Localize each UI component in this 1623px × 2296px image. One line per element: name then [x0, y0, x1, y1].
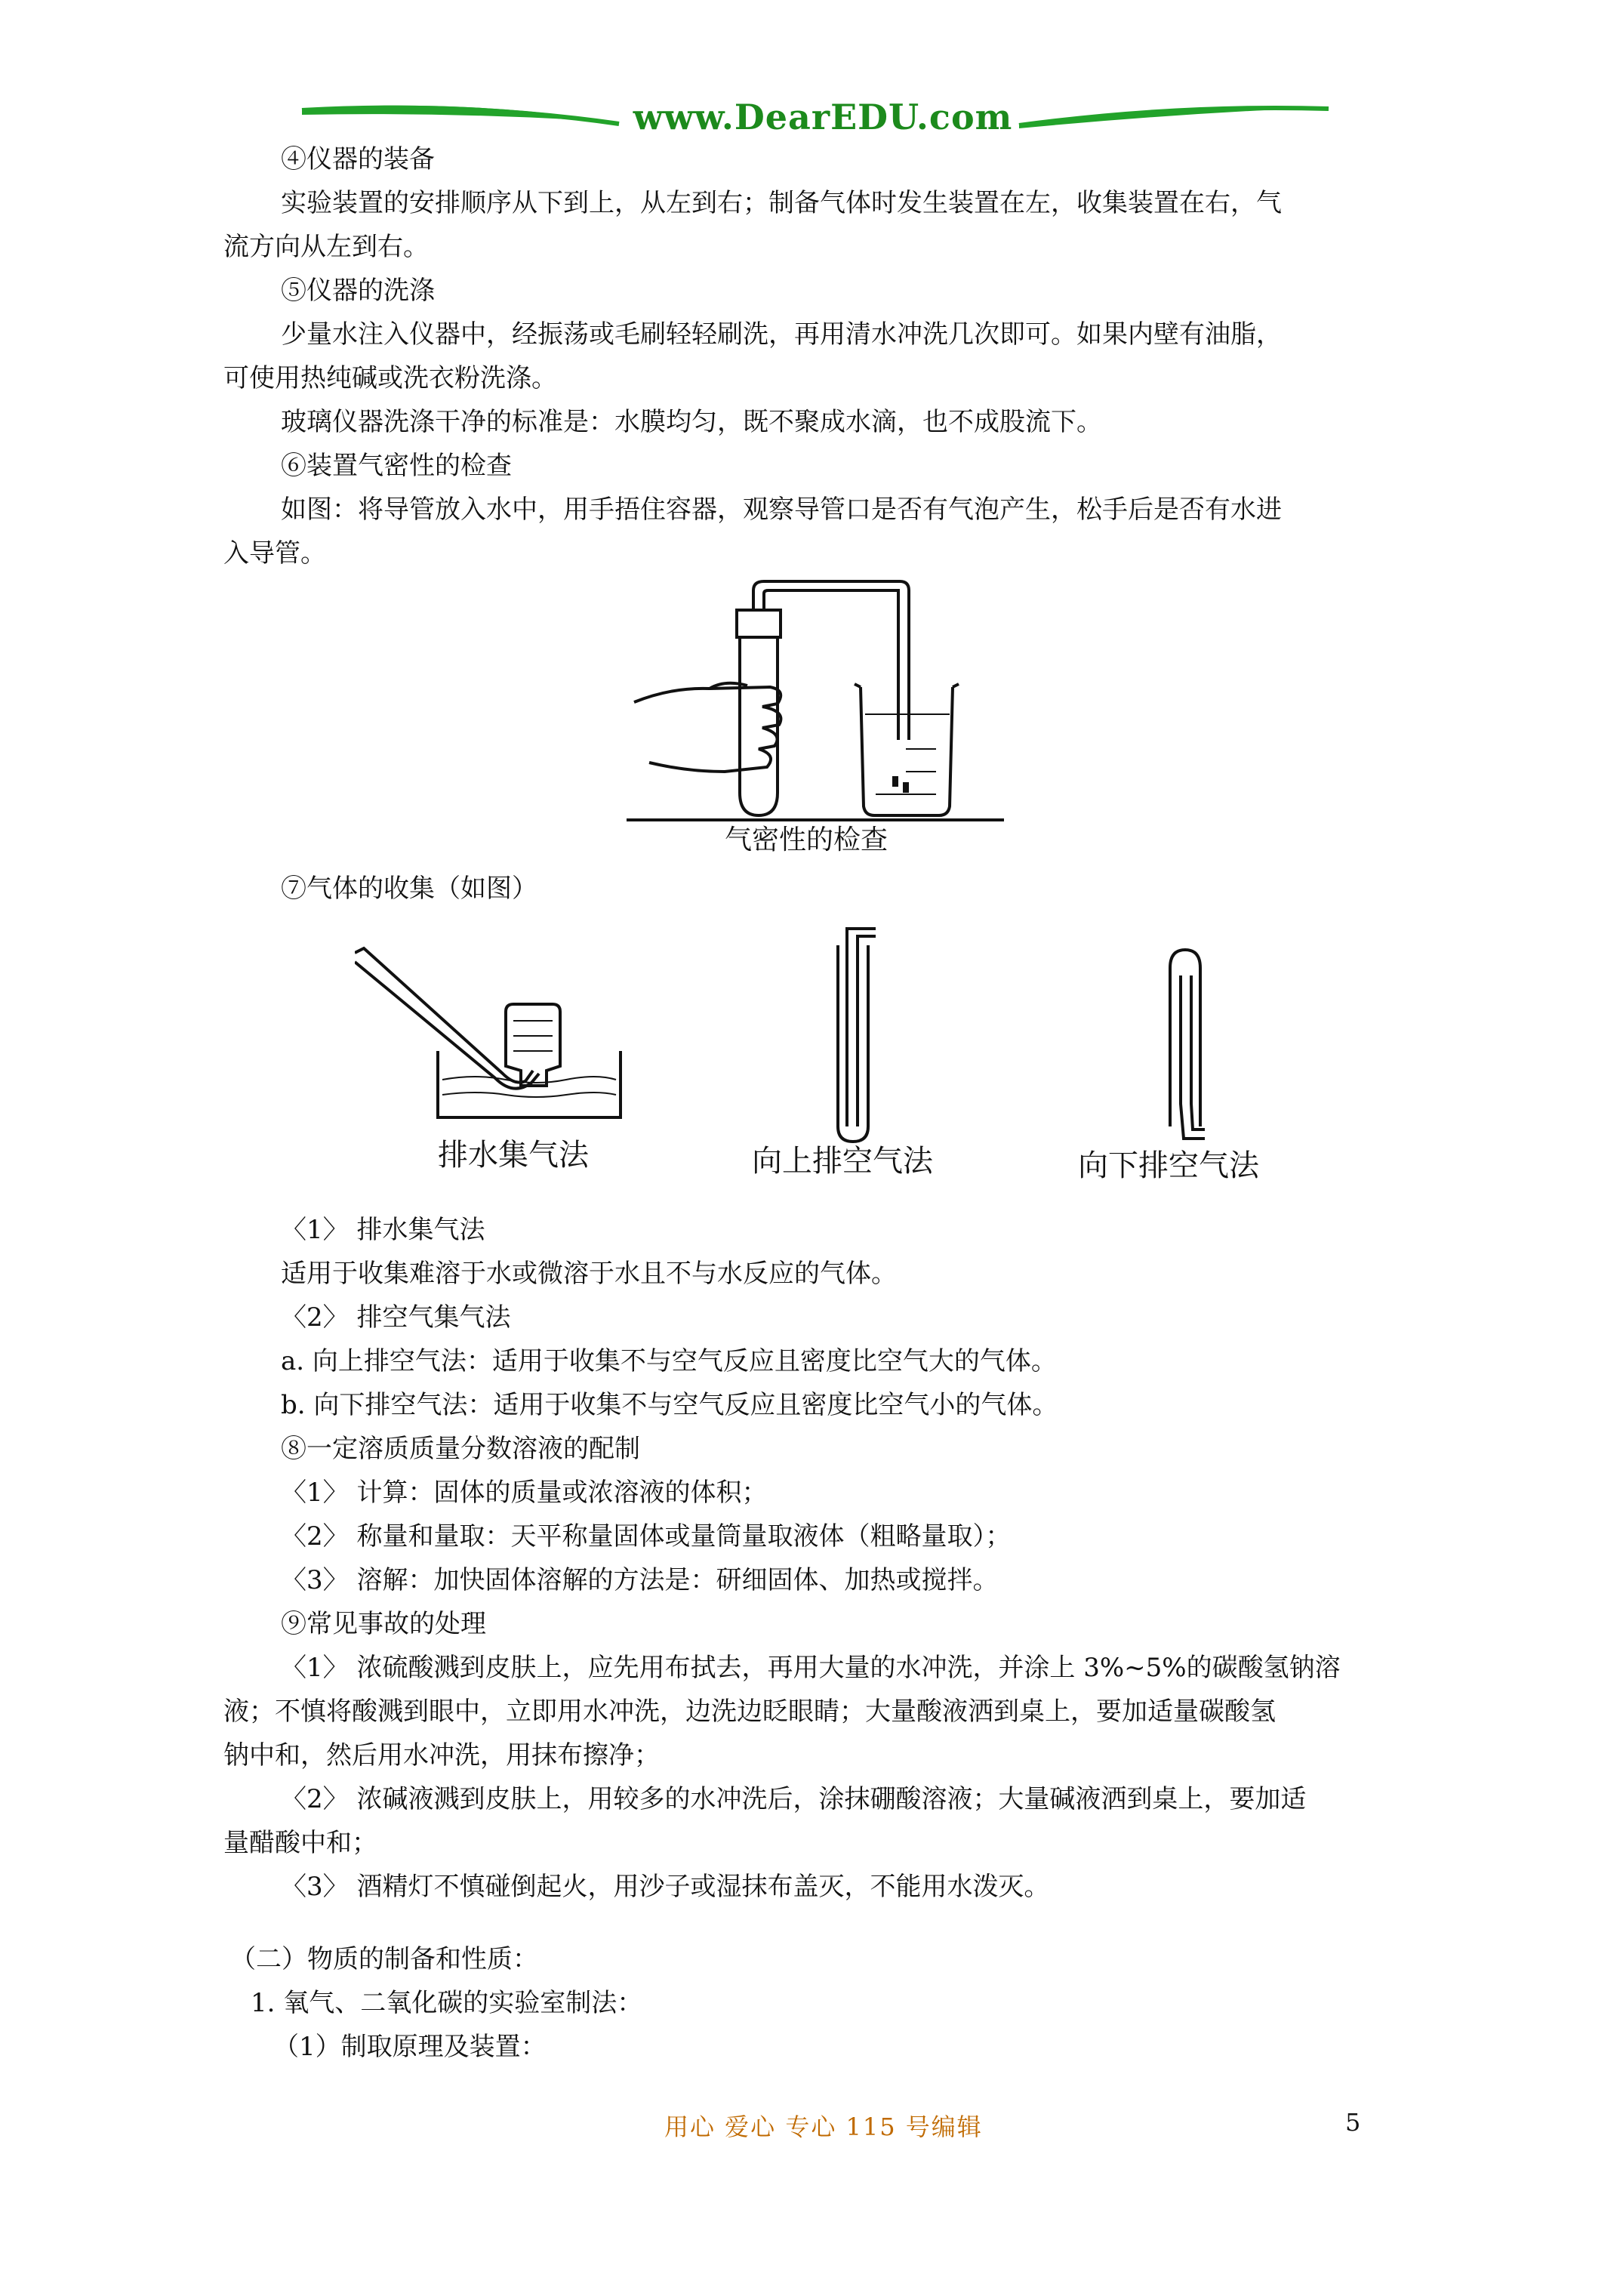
text-line: 〈1〉 计算：固体的质量或浓溶液的体积； [281, 1478, 768, 1508]
page-number: 5 [1345, 2108, 1361, 2137]
text-line: 量醋酸中和； [223, 1828, 377, 1858]
text-line: 适用于收集难溶于水或微溶于水且不与水反应的气体。 [281, 1259, 897, 1289]
text-line: b. 向下排空气法：适用于收集不与空气反应且密度比空气小的气体。 [281, 1390, 1058, 1420]
airtightness-apparatus-icon [619, 574, 1012, 861]
text-line: 〈3〉 酒精灯不慎碰倒起火，用沙子或湿抹布盖灭，不能用水泼灭。 [281, 1872, 1050, 1902]
text-line: 液；不慎将酸溅到眼中，立即用水冲洗，边洗边眨眼睛；大量酸液洒到桌上，要加适量碳酸氢 [223, 1697, 1276, 1727]
text-line: 玻璃仪器洗涤干净的标准是：水膜均匀，既不聚成水滴，也不成股流下。 [281, 407, 1102, 437]
text-line: 〈2〉 排空气集气法 [281, 1302, 511, 1333]
text-line: 〈1〉 排水集气法 [281, 1215, 485, 1245]
heading-apparatus-assembly: ④仪器的装备 [281, 144, 435, 174]
caption-downward-air-displacement: 向下排空气法 [1078, 1148, 1259, 1183]
heading-principle-apparatus: （1）制取原理及装置： [273, 2032, 547, 2062]
text-line: 〈2〉 浓碱液溅到皮肤上，用较多的水冲洗后，涂抹硼酸溶液；大量碱液洒到桌上，要加适 [281, 1784, 1307, 1814]
site-logo-text: www.DearEDU.com [633, 97, 1013, 137]
caption-water-displacement: 排水集气法 [438, 1138, 589, 1173]
footer-text: 用心 爱心 专心 115 号编辑 [664, 2113, 983, 2141]
heading-gas-collection: ⑦气体的收集（如图） [281, 874, 537, 904]
figure-caption-airtightness: 气密性的检查 [725, 824, 888, 855]
heading-accident-handling: ⑨常见事故的处理 [281, 1609, 486, 1639]
heading-airtightness-check: ⑥装置气密性的检查 [281, 451, 512, 481]
text-line: 〈3〉 溶解：加快固体溶解的方法是：研细固体、加热或搅拌。 [281, 1565, 999, 1595]
page-footer [0, 2108, 1623, 2153]
text-line: a. 向上排空气法：适用于收集不与空气反应且密度比空气大的气体。 [281, 1346, 1057, 1376]
heading-preparation-properties: （二）物质的制备和性质： [230, 1944, 538, 1974]
caption-upward-air-displacement: 向上排空气法 [752, 1144, 933, 1179]
text-line: 〈2〉 称量和量取：天平称量固体或量筒量取液体（粗略量取）； [281, 1521, 1012, 1552]
text-line: 入导管。 [223, 538, 326, 569]
text-line: 如图：将导管放入水中，用手捂住容器，观察导管口是否有气泡产生，松手后是否有水进 [281, 495, 1282, 525]
text-line: 少量水注入仪器中，经振荡或毛刷轻轻刷洗，再用清水冲洗几次即可。如果内壁有油脂， [281, 319, 1282, 350]
figure-airtightness [619, 574, 1012, 861]
gas-collection-apparatus-icon [355, 923, 1291, 1149]
heading-solution-preparation: ⑧一定溶质质量分数溶液的配制 [281, 1434, 640, 1464]
heading-apparatus-washing: ⑤仪器的洗涤 [281, 276, 435, 306]
heading-lab-preparation: 1. 氧气、二氧化碳的实验室制法： [251, 1988, 643, 2018]
text-line: 可使用热纯碱或洗衣粉洗涤。 [223, 363, 557, 393]
text-line: 〈1〉 浓硫酸溅到皮肤上，应先用布拭去，再用大量的水冲洗，并涂上 3%~5%的碳酸氢钠溶 [281, 1653, 1341, 1683]
figure-gas-collection [355, 923, 1291, 1210]
text-line: 钠中和，然后用水冲洗，用抹布擦净； [223, 1740, 660, 1771]
text-line: 流方向从左到右。 [223, 232, 429, 262]
text-line: 实验装置的安排顺序从下到上，从左到右；制备气体时发生装置在左，收集装置在右，气 [281, 188, 1282, 218]
